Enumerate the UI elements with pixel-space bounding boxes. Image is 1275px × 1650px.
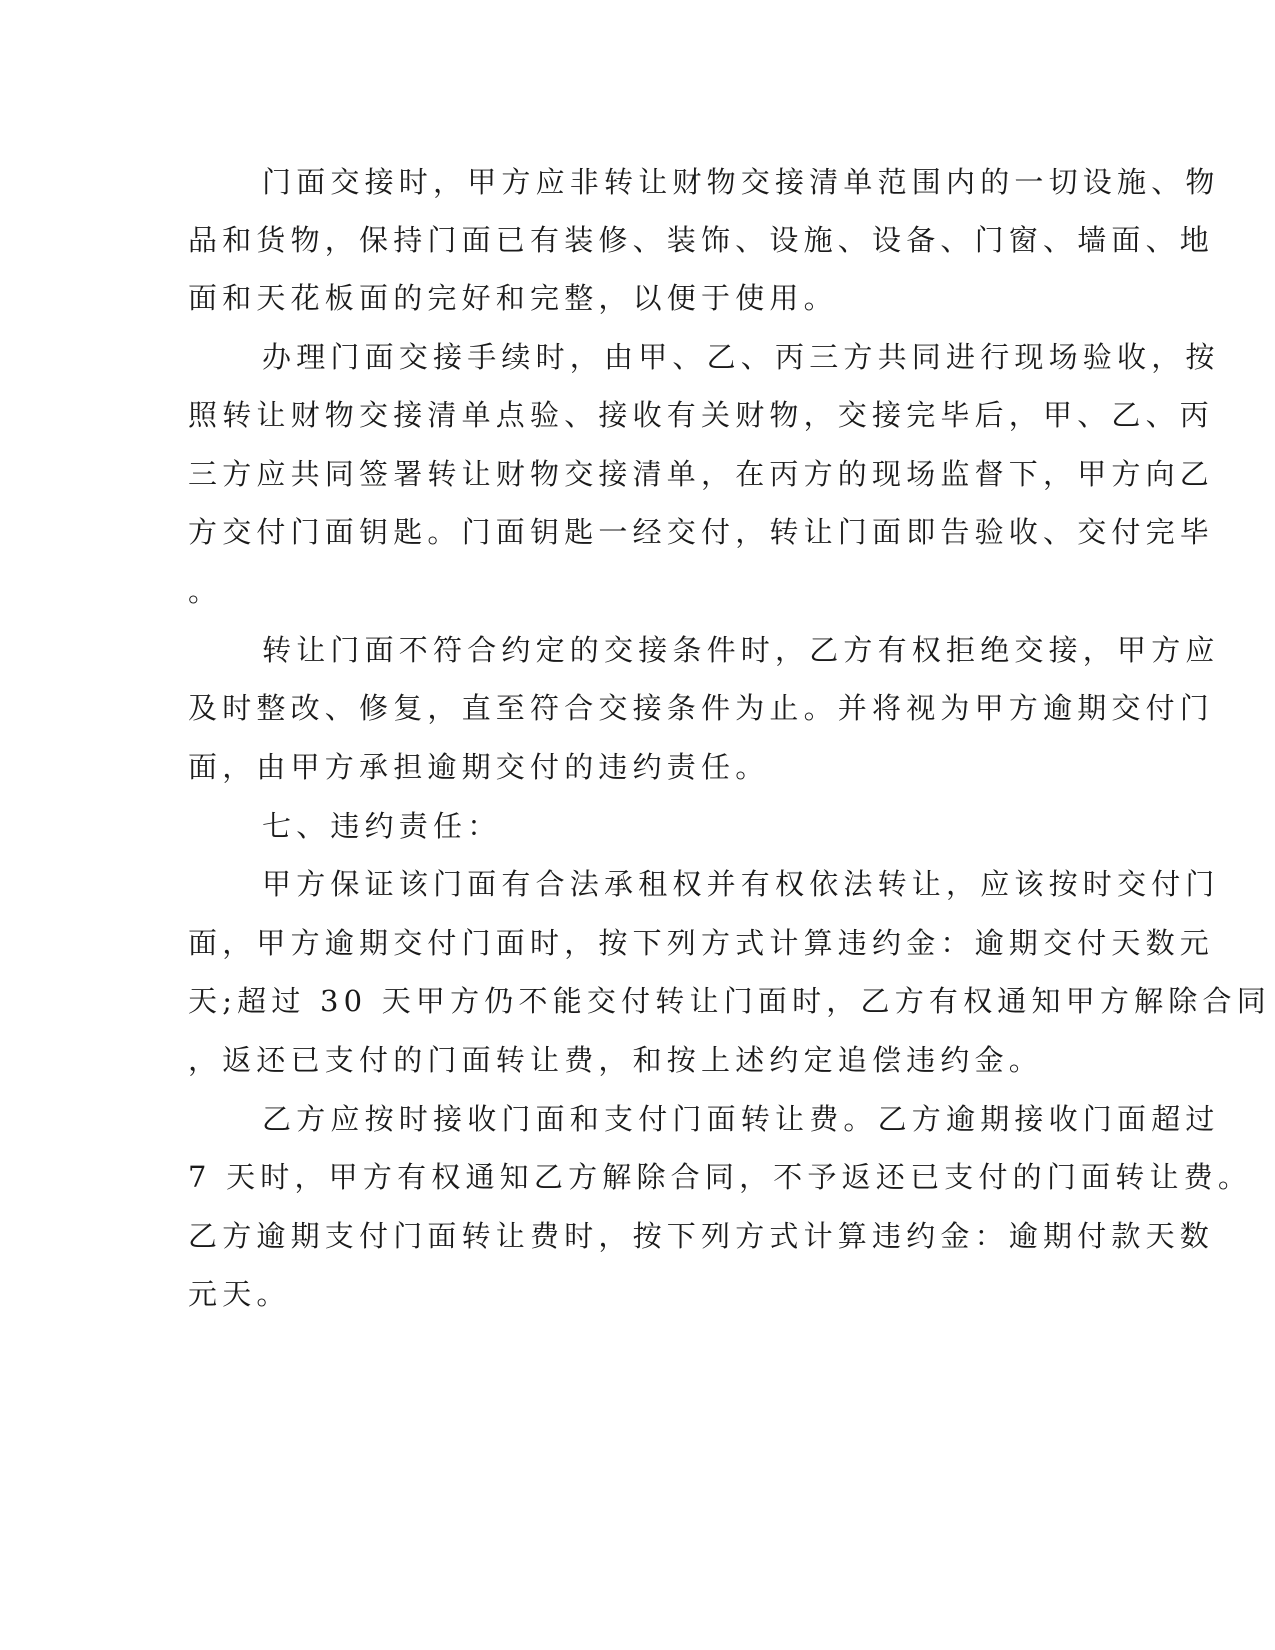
paragraph-line: 面，由甲方承担逾期交付的违约责任。 [188, 750, 770, 784]
paragraph-line: 7 天时，甲方有权通知乙方解除合同，不予返还已支付的门面转让费。 [188, 1160, 1253, 1194]
paragraph-line: 办理门面交接手续时，由甲、乙、丙三方共同进行现场验收，按 [262, 340, 1220, 374]
paragraph-line: 转让门面不符合约定的交接条件时，乙方有权拒绝交接，甲方应 [262, 633, 1220, 667]
paragraph-line: 方交付门面钥匙。门面钥匙一经交付，转让门面即告验收、交付完毕 [188, 515, 1215, 549]
paragraph-line: 品和货物，保持门面已有装修、装饰、设施、设备、门窗、墙面、地 [188, 223, 1215, 257]
paragraph-line: 门面交接时，甲方应非转让财物交接清单范围内的一切设施、物 [262, 165, 1220, 199]
paragraph-line: 乙方逾期支付门面转让费时，按下列方式计算违约金：逾期付款天数 [188, 1219, 1215, 1253]
paragraph-line: 甲方保证该门面有合法承租权并有权依法转让，应该按时交付门 [262, 867, 1220, 901]
paragraph-line: 面和天花板面的完好和完整，以便于使用。 [188, 281, 838, 315]
paragraph-line: 天;超过 30 天甲方仍不能交付转让门面时，乙方有权通知甲方解除合同 [188, 984, 1271, 1018]
paragraph-line: ，返还已支付的门面转让费，和按上述约定追偿违约金。 [188, 1043, 1044, 1077]
paragraph-line: 三方应共同签署转让财物交接清单，在丙方的现场监督下，甲方向乙 [188, 457, 1215, 491]
paragraph-line: 照转让财物交接清单点验、接收有关财物，交接完毕后，甲、乙、丙 [188, 398, 1215, 432]
section-heading: 七、违约责任： [262, 809, 502, 843]
paragraph-line: 面，甲方逾期交付门面时，按下列方式计算违约金：逾期交付天数元 [188, 926, 1215, 960]
paragraph-line: 乙方应按时接收门面和支付门面转让费。乙方逾期接收门面超过 [262, 1102, 1220, 1136]
paragraph-line: 元天。 [188, 1277, 291, 1311]
paragraph-line: 。 [188, 574, 223, 608]
paragraph-line: 及时整改、修复，直至符合交接条件为止。并将视为甲方逾期交付门 [188, 691, 1215, 725]
